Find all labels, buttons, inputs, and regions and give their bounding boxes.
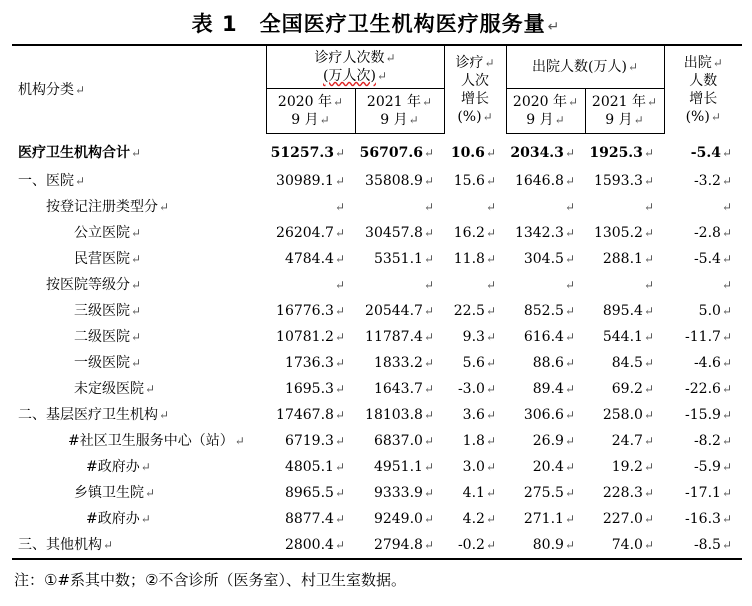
cell-empty: ↵ (721, 200, 732, 214)
cell-discharge-growth: 5.0↵ (698, 303, 732, 319)
cell-discharge-2020: 89.4↵ (532, 381, 575, 397)
cell-empty: ↵ (423, 278, 434, 292)
cell-empty: ↵ (564, 278, 575, 292)
paragraph-mark: ↵ (643, 174, 654, 188)
paragraph-mark: ↵ (334, 408, 345, 422)
cell-discharge-growth: -17.1↵ (685, 485, 732, 501)
paragraph-mark: ↵ (334, 174, 345, 188)
paragraph-mark: ↵ (423, 146, 434, 160)
row-name: 医疗卫生机构合计↵ (18, 144, 142, 161)
cell-visits-2020: 2800.4↵ (266, 532, 355, 559)
paragraph-mark: ↵ (643, 382, 654, 396)
paragraph-mark: ↵ (564, 538, 575, 552)
row-name: 按登记注册类型分↵ (46, 199, 170, 215)
paragraph-mark: ↵ (423, 304, 434, 318)
paragraph-mark: ↵ (721, 382, 732, 396)
cell-discharge-2020: 275.5↵ (523, 485, 575, 501)
paragraph-mark: ↵ (423, 252, 434, 266)
cell-visit-growth: 4.1↵ (462, 485, 496, 501)
cell-discharge-2020: 306.6↵ (523, 407, 575, 423)
cell-discharge-2021: 228.3↵ (602, 485, 654, 501)
cell-discharge-2021: 258.0↵ (602, 407, 654, 423)
cell-visit-growth: 10.6↵ (450, 144, 496, 161)
cell-visits-2020: 4805.1↵ (284, 459, 345, 475)
cell-empty: ↵ (721, 278, 732, 292)
paragraph-mark: ↵ (721, 304, 732, 318)
cell-visits-2020: 26204.7↵ (276, 225, 345, 241)
cell-empty: ↵ (423, 200, 434, 214)
row-name: 乡镇卫生院↵ (74, 485, 156, 501)
paragraph-mark: ↵ (564, 146, 575, 160)
paragraph-mark: ↵ (485, 145, 496, 160)
cell-visit-growth: 1.8↵ (462, 433, 496, 449)
row-name: 三级医院↵ (74, 303, 142, 319)
cell-discharge-growth: -5.4↵ (690, 144, 732, 161)
table-row (12, 480, 742, 506)
header-discharge-2020: 2020 年↵ 9 月↵ (506, 89, 585, 134)
cell-visits-2021: 20544.7↵ (365, 303, 434, 319)
paragraph-mark: ↵ (643, 538, 654, 552)
paragraph-mark: ↵ (485, 512, 496, 526)
paragraph-mark: ↵ (643, 146, 654, 160)
cell-visits-2021: 56707.6↵ (359, 145, 434, 161)
row-name: 按医院等级分↵ (46, 277, 142, 293)
cell-discharge-growth: -2.8↵ (693, 225, 732, 241)
cell-visits-2021: 2794.8↵ (355, 532, 444, 559)
note-text: 注：①#系其中数；②不含诊所（医务室）、村卫生室数据。 (14, 571, 406, 589)
table-row (12, 134, 742, 169)
cell-visits-2021: 1833.2↵ (373, 355, 434, 371)
paragraph-mark: ↵ (643, 434, 654, 448)
paragraph-mark: ↵ (485, 460, 496, 474)
cell-discharge-2021: 24.7↵ (611, 433, 654, 449)
cell-visit-growth: 15.6↵ (453, 173, 496, 189)
cell-discharge-2021: 74.0↵ (585, 532, 664, 559)
cell-discharge-growth: -16.3↵ (685, 511, 732, 527)
table-row (12, 428, 742, 454)
cell-discharge-2020: 1646.8↵ (514, 173, 575, 189)
cell-discharge-2021: 69.2↵ (611, 381, 654, 397)
cell-visits-2020: 30989.1↵ (276, 173, 345, 189)
cell-discharge-growth: -8.2↵ (693, 433, 732, 449)
table-row (12, 298, 742, 324)
table-row (12, 272, 742, 298)
paragraph-mark: ↵ (721, 538, 732, 552)
paragraph-mark: ↵ (643, 460, 654, 474)
table-row (12, 402, 742, 428)
paragraph-mark: ↵ (334, 146, 345, 160)
paragraph-mark: ↵ (334, 226, 345, 240)
paragraph-mark: ↵ (485, 330, 496, 344)
paragraph-mark: ↵ (564, 252, 575, 266)
paragraph-mark: ↵ (334, 382, 345, 396)
paragraph-mark: ↵ (485, 382, 496, 396)
paragraph-mark: ↵ (334, 512, 345, 526)
cell-discharge-2020: 304.5↵ (523, 251, 575, 267)
cell-discharge-2020: 271.1↵ (523, 511, 575, 527)
header-discharge-growth: 出院↵ 人数 增长 (%)↵ (664, 45, 742, 134)
cell-visits-2020: 4784.4↵ (284, 251, 345, 267)
cell-visit-growth: 4.2↵ (462, 511, 496, 527)
paragraph-mark: ↵ (643, 252, 654, 266)
paragraph-mark: ↵ (564, 486, 575, 500)
header-visits-2020: 2020 年↵ 9 月↵ (266, 89, 355, 134)
table-row (12, 350, 742, 376)
cell-discharge-2020: 26.9↵ (532, 433, 575, 449)
paragraph-mark: ↵ (423, 382, 434, 396)
table-row (12, 532, 742, 559)
cell-discharge-2020: 20.4↵ (532, 459, 575, 475)
cell-empty: ↵ (334, 200, 345, 214)
cell-discharge-2021: 227.0↵ (602, 511, 654, 527)
header-visits: 诊疗人次数↵ (万人次)↵ (266, 45, 444, 89)
cell-visits-2021: 6837.0↵ (373, 433, 434, 449)
paragraph-mark: ↵ (564, 512, 575, 526)
cell-discharge-2020: 616.4↵ (523, 329, 575, 345)
paragraph-mark: ↵ (721, 145, 732, 160)
cell-visit-growth: 3.0↵ (462, 459, 496, 475)
paragraph-mark: ↵ (643, 304, 654, 318)
cell-discharge-2020: 2034.3↵ (510, 145, 575, 161)
paragraph-mark: ↵ (721, 486, 732, 500)
cell-visit-growth: 3.6↵ (462, 407, 496, 423)
row-name: 二级医院↵ (74, 329, 142, 345)
header-visits-2021: 2021 年↵ 9 月↵ (355, 89, 444, 134)
row-name: 未定级医院↵ (74, 381, 156, 397)
paragraph-mark: ↵ (564, 174, 575, 188)
row-name: 三、其他机构↵ (12, 532, 266, 559)
table-row (12, 506, 742, 532)
paragraph-mark: ↵ (564, 330, 575, 344)
paragraph-mark: ↵ (334, 434, 345, 448)
paragraph-mark: ↵ (423, 330, 434, 344)
paragraph-mark: ↵ (564, 382, 575, 396)
cell-discharge-2021: 288.1↵ (602, 251, 654, 267)
paragraph-mark: ↵ (334, 304, 345, 318)
row-name: 公立医院↵ (74, 225, 142, 241)
paragraph-mark: ↵ (643, 226, 654, 240)
paragraph-mark: ↵ (485, 174, 496, 188)
table-row (12, 324, 742, 350)
paragraph-mark: ↵ (334, 538, 345, 552)
cell-empty: ↵ (564, 200, 575, 214)
cell-discharge-growth: -3.2↵ (693, 173, 732, 189)
row-name: 一级医院↵ (74, 355, 142, 371)
cell-visits-2020: 8965.5↵ (284, 485, 345, 501)
paragraph-mark: ↵ (423, 538, 434, 552)
cell-visit-growth: 11.8↵ (453, 251, 496, 267)
row-name: #政府办↵ (86, 511, 151, 527)
paragraph-mark: ↵ (564, 408, 575, 422)
paragraph-mark: ↵ (564, 226, 575, 240)
cell-visit-growth: -3.0↵ (457, 381, 496, 397)
table-row (12, 454, 742, 480)
cell-visits-2020: 16776.3↵ (276, 303, 345, 319)
cell-discharge-2021: 1305.2↵ (593, 225, 654, 241)
cell-visits-2020: 6719.3↵ (284, 433, 345, 449)
paragraph-mark: ↵ (423, 460, 434, 474)
cell-empty: ↵ (485, 278, 496, 292)
cell-discharge-2021: 1925.3↵ (589, 145, 654, 161)
cell-discharge-2021: 19.2↵ (611, 459, 654, 475)
paragraph-mark: ↵ (547, 19, 561, 35)
paragraph-mark: ↵ (721, 408, 732, 422)
paragraph-mark: ↵ (721, 460, 732, 474)
cell-discharge-growth: -11.7↵ (685, 329, 732, 345)
cell-visits-2020: 51257.3↵ (270, 145, 345, 161)
row-name: 民营医院↵ (74, 251, 142, 267)
table-row (12, 246, 742, 272)
cell-discharge-2021: 895.4↵ (602, 303, 654, 319)
paragraph-mark: ↵ (643, 356, 654, 370)
cell-discharge-2020: 88.6↵ (532, 355, 575, 371)
paragraph-mark: ↵ (643, 330, 654, 344)
cell-empty: ↵ (485, 200, 496, 214)
cell-visits-2020: 10781.2↵ (276, 329, 345, 345)
cell-discharge-growth: -8.5↵ (664, 532, 742, 559)
header-visit-growth: 诊疗↵ 人次 增长 (%)↵ (444, 45, 506, 134)
table-row (12, 220, 742, 246)
table-note (14, 569, 406, 590)
cell-visit-growth: 5.6↵ (462, 355, 496, 371)
row-name: 一、医院↵ (18, 173, 86, 189)
row-name: #政府办↵ (86, 459, 151, 475)
table-row (12, 168, 742, 194)
paragraph-mark: ↵ (334, 252, 345, 266)
cell-visits-2021: 30457.8↵ (365, 225, 434, 241)
cell-discharge-2020: 80.9↵ (506, 532, 585, 559)
cell-empty: ↵ (643, 278, 654, 292)
cell-visits-2020: 17467.8↵ (276, 407, 345, 423)
cell-discharge-growth: -15.9↵ (685, 407, 732, 423)
paragraph-mark: ↵ (721, 174, 732, 188)
paragraph-mark: ↵ (485, 434, 496, 448)
paragraph-mark: ↵ (721, 226, 732, 240)
cell-empty: ↵ (334, 278, 345, 292)
paragraph-mark: ↵ (423, 434, 434, 448)
paragraph-mark: ↵ (334, 356, 345, 370)
cell-discharge-growth: -22.6↵ (685, 381, 732, 397)
paragraph-mark: ↵ (485, 356, 496, 370)
table-row (12, 194, 742, 220)
cell-visit-growth: 16.2↵ (453, 225, 496, 241)
paragraph-mark: ↵ (334, 330, 345, 344)
paragraph-mark: ↵ (334, 460, 345, 474)
paragraph-mark: ↵ (423, 174, 434, 188)
cell-visits-2020: 1695.3↵ (284, 381, 345, 397)
cell-empty: ↵ (643, 200, 654, 214)
paragraph-mark: ↵ (485, 408, 496, 422)
table-row (12, 376, 742, 402)
cell-discharge-2020: 852.5↵ (523, 303, 575, 319)
cell-discharge-growth: -5.4↵ (693, 251, 732, 267)
table-title (0, 8, 752, 38)
row-name: #社区卫生服务中心（站）↵ (68, 433, 245, 449)
paragraph-mark: ↵ (721, 434, 732, 448)
cell-discharge-2021: 544.1↵ (602, 329, 654, 345)
paragraph-mark: ↵ (423, 356, 434, 370)
header-discharge-2021: 2021 年↵ 9 月↵ (585, 89, 664, 134)
paragraph-mark: ↵ (721, 356, 732, 370)
cell-visit-growth: 22.5↵ (453, 303, 496, 319)
cell-visits-2021: 9333.9↵ (373, 485, 434, 501)
header-discharge: 出院人数(万人)↵ (506, 45, 664, 89)
paragraph-mark: ↵ (564, 434, 575, 448)
paragraph-mark: ↵ (721, 512, 732, 526)
paragraph-mark: ↵ (423, 408, 434, 422)
paragraph-mark: ↵ (721, 252, 732, 266)
cell-visits-2021: 9249.0↵ (373, 511, 434, 527)
cell-discharge-growth: -4.6↵ (693, 355, 732, 371)
cell-visits-2020: 1736.3↵ (284, 355, 345, 371)
paragraph-mark: ↵ (423, 512, 434, 526)
header-org: 机构分类↵ (12, 45, 266, 134)
cell-visit-growth: -0.2↵ (444, 532, 506, 559)
paragraph-mark: ↵ (485, 226, 496, 240)
paragraph-mark: ↵ (564, 304, 575, 318)
paragraph-mark: ↵ (423, 486, 434, 500)
paragraph-mark: ↵ (485, 304, 496, 318)
paragraph-mark: ↵ (564, 460, 575, 474)
cell-discharge-2021: 84.5↵ (611, 355, 654, 371)
title-text: 表 1 全国医疗卫生机构医疗服务量 (191, 12, 546, 36)
cell-visits-2021: 11787.4↵ (365, 329, 434, 345)
paragraph-mark: ↵ (334, 486, 345, 500)
cell-discharge-2020: 1342.3↵ (514, 225, 575, 241)
cell-visits-2020: 8877.4↵ (284, 511, 345, 527)
medical-service-table (12, 44, 742, 560)
paragraph-mark: ↵ (643, 486, 654, 500)
cell-discharge-2021: 1593.3↵ (593, 173, 654, 189)
paragraph-mark: ↵ (423, 226, 434, 240)
paragraph-mark: ↵ (643, 512, 654, 526)
paragraph-mark: ↵ (485, 486, 496, 500)
row-name: 二、基层医疗卫生机构↵ (18, 407, 170, 423)
cell-visits-2021: 1643.7↵ (373, 381, 434, 397)
paragraph-mark: ↵ (564, 356, 575, 370)
paragraph-mark: ↵ (721, 330, 732, 344)
cell-visits-2021: 4951.1↵ (373, 459, 434, 475)
cell-visit-growth: 9.3↵ (462, 329, 496, 345)
cell-visits-2021: 18103.8↵ (365, 407, 434, 423)
cell-visits-2021: 35808.9↵ (365, 173, 434, 189)
cell-discharge-growth: -5.9↵ (693, 459, 732, 475)
paragraph-mark: ↵ (485, 538, 496, 552)
cell-visits-2021: 5351.1↵ (373, 251, 434, 267)
paragraph-mark: ↵ (485, 252, 496, 266)
paragraph-mark: ↵ (643, 408, 654, 422)
